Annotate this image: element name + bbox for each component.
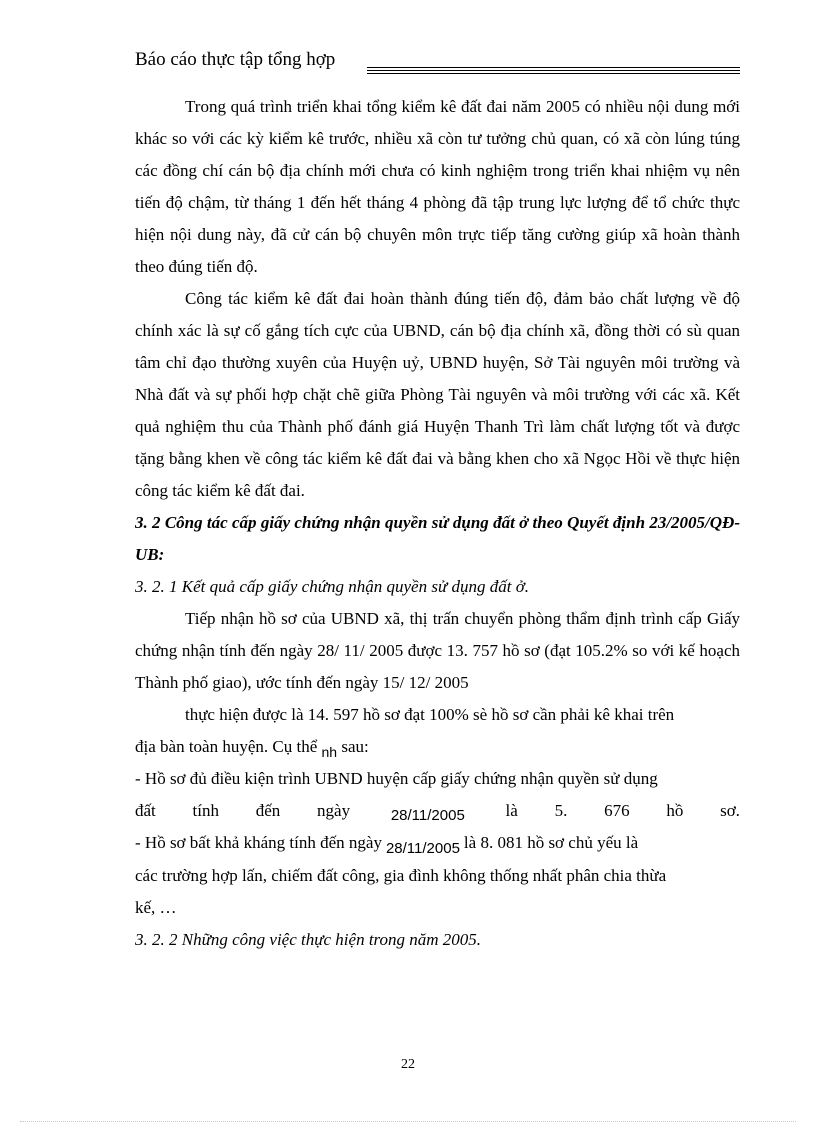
body-text [135,91,740,956]
paragraph-continuation-a: thực hiện được là 14. 597 hồ sơ đạt 100% sè hồ sơ cần phải kê khai trên [185,705,675,724]
section-3-2-1-heading: 3. 2. 1 Kết quả cấp giấy chứng nhận quyền sử dụng đất ở. [135,577,530,596]
continuation-c-text: sau: [341,737,369,756]
paragraph-continuation-b [135,731,740,763]
continuation-sub: nh [321,744,338,760]
bullet-2-post: là 8. 081 hồ sơ chủ yếu là [463,833,639,852]
bullet-2-date: 28/11/2005 [385,840,460,857]
bullet-1-word: tính [192,801,219,820]
paragraph-2: Công tác kiểm kê đất đai hoàn thành đúng tiến độ, đảm bảo chất lượng về độ chính xác là sự cố gắng tích cực của UBND, cán bộ địa chính xã, đồng thời có sù quan tâm chỉ đạo thường xuyên của Huyện uỷ, UBND huyện, Sở Tài nguyên môi trường và Nhà đất và sự phối hợp chặt chẽ giữa Phòng Tài nguyên và môi trường với các xã. Kết quả nghiệm thu của Thành phố đánh giá Huyện Thanh Trì làm chất lượng tốt và được tặng bằng khen về công tác kiểm kê đất đai và bằng khen cho xã Ngọc Hồi về thực hiện công tác kiểm kê đất đai. [135,289,740,500]
bullet-1-date: 28/11/2005 [390,807,465,824]
bullet-1-word: hồ [666,801,684,820]
header-rule-thin [367,73,740,74]
continuation-b-text: địa bàn toàn huyện. Cụ thể [135,737,318,756]
bullet-1-word: 5. [554,801,568,820]
bullet-1-word: ngày [317,801,351,820]
page-number: 22 [401,1057,415,1072]
bullet-1-word: sơ. [720,801,740,820]
bullet-1-word: đất [135,801,156,820]
bullet-2-pre: - Hồ sơ bất khả kháng tính đến ngày [135,833,382,852]
paragraph-1: Trong quá trình triển khai tổng kiểm kê đất đai năm 2005 có nhiều nội dung mới khác so với các kỳ kiểm kê trước, nhiều xã còn tư tưởng chủ quan, có xã còn lúng túng các đồng chí cán bộ địa chính mới chưa có kinh nghiệm trong triển khai nhiệm vụ nên tiến độ chậm, từ tháng 1 đến hết tháng 4 phòng đã tập trung lực lượng để tổ chức thực hiện nội dung này, đã cử cán bộ chuyên môn trực tiếp tăng cường giúp xã hoàn thành theo đúng tiến độ. [135,97,740,276]
bullet-2-line-3: kế, … [135,898,177,917]
bullet-1-word: 676 [604,801,630,820]
bullet-1-word: là [505,801,518,820]
section-3-2-heading: 3. 2 Công tác cấp giấy chứng nhận quyền sử dụng đất ở theo Quyết định 23/2005/QĐ-UB: [135,513,740,564]
page-header [135,48,740,74]
header-title: Báo cáo thực tập tổng hợp [135,49,336,70]
page-bottom-divider [20,1121,796,1122]
bullet-1-line-1: - Hồ sơ đủ điều kiện trình UBND huyện cấp giấy chứng nhận quyền sử dụng [135,769,658,788]
header-rule [367,67,740,71]
bullet-2-line-2: các trường hợp lấn, chiếm đất công, gia đình không thống nhất phân chia thừa [135,866,667,885]
section-3-2-2-heading: 3. 2. 2 Những công việc thực hiện trong năm 2005. [135,930,482,949]
paragraph-intro: Tiếp nhận hồ sơ của UBND xã, thị trấn chuyển phòng thẩm định trình cấp Giấy chứng nhận tính đến ngày 28/ 11/ 2005 được 13. 757 hồ sơ (đạt 105.2% so với kế hoạch Thành phố giao), ước tính đến ngày 15/ 12/ 2005 [135,609,740,692]
bullet-1-line-2 [135,795,740,827]
bullet-1-word: đến [255,801,281,820]
